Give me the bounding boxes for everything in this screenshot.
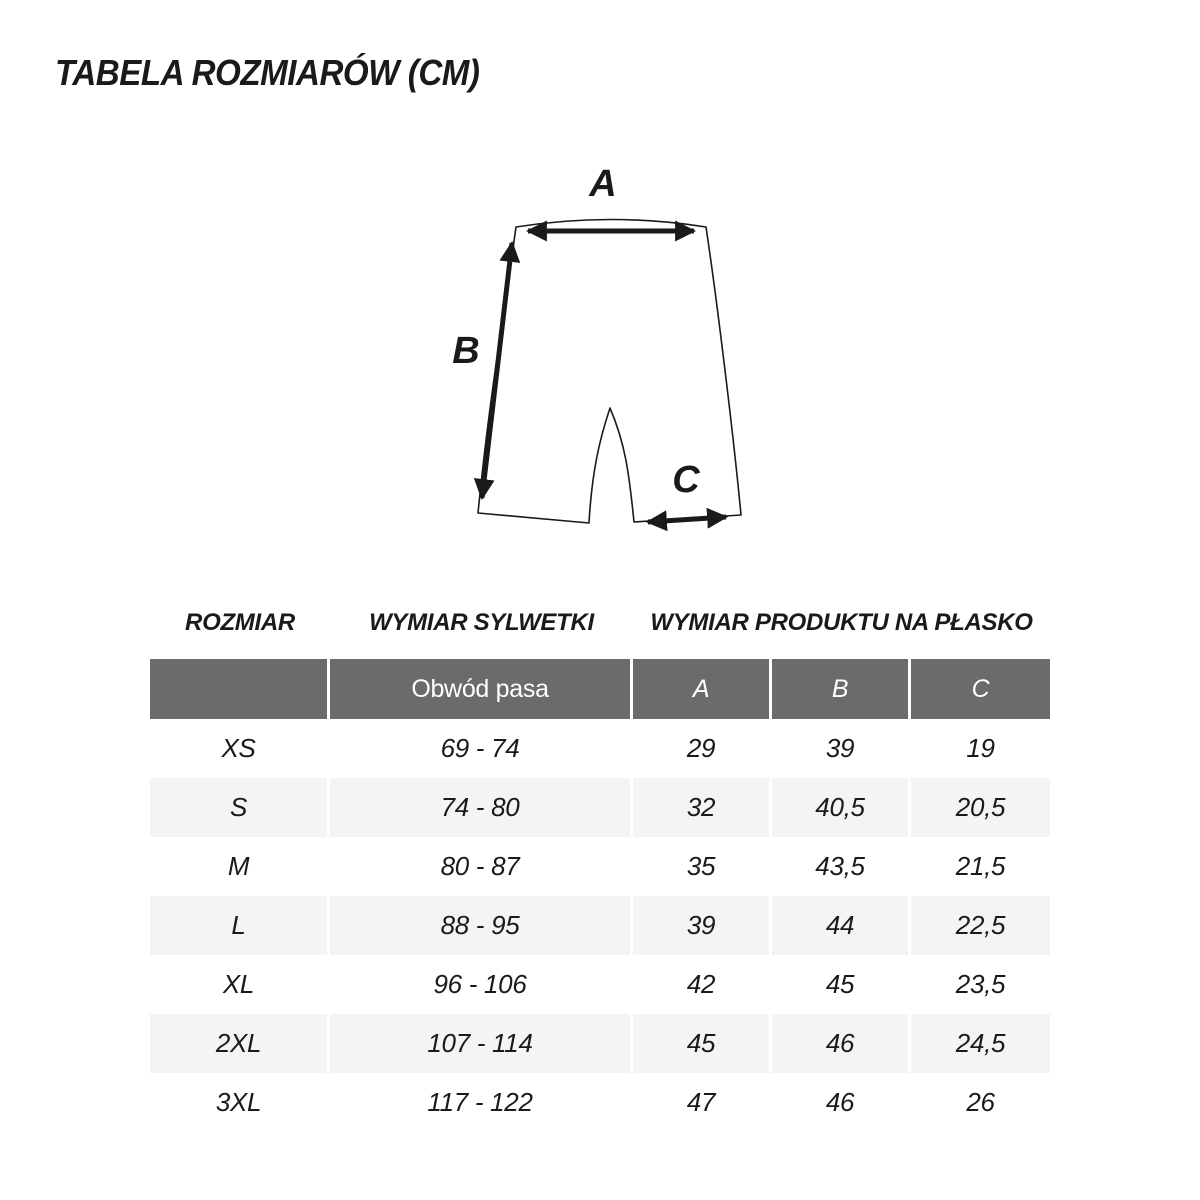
- cell-c: 23,5: [955, 969, 1006, 999]
- cell-a: 39: [633, 896, 769, 955]
- cell-waist: 88 - 95: [330, 896, 630, 955]
- column-group-wymiar-produktu: WYMIAR PRODUKTU NA PŁASKO: [650, 609, 1033, 636]
- header-cell-a: A: [633, 659, 769, 719]
- cell-b: 40,5: [772, 778, 908, 837]
- cell-a: 47: [686, 1087, 716, 1117]
- column-group-wymiar-sylwetki: WYMIAR SYLWETKI: [369, 609, 594, 636]
- cell-waist: 107 - 114: [330, 1014, 630, 1073]
- cell-a: 29: [686, 733, 716, 763]
- cell-waist: 117 - 122: [427, 1087, 533, 1117]
- cell-waist: 69 - 74: [440, 733, 520, 763]
- cell-a: 45: [633, 1014, 769, 1073]
- cell-size: XL: [222, 969, 255, 999]
- cell-waist: 80 - 87: [440, 851, 520, 881]
- cell-waist: 74 - 80: [330, 778, 630, 837]
- measure-label-a: A: [589, 163, 617, 205]
- cell-size: M: [227, 851, 250, 881]
- cell-c: 26: [966, 1087, 995, 1117]
- cell-a: 42: [686, 969, 716, 999]
- header-cell-c: C: [911, 659, 1050, 719]
- cell-b: 44: [772, 896, 908, 955]
- cell-c: 24,5: [911, 1014, 1050, 1073]
- size-table-grid: [150, 659, 1050, 1132]
- cell-b: 45: [825, 969, 855, 999]
- page-title: TABELA ROZMIARÓW (CM): [55, 52, 480, 93]
- header-cell-b: B: [772, 659, 908, 719]
- size-table: [150, 606, 1050, 1132]
- cell-waist: 96 - 106: [433, 969, 527, 999]
- cell-c: 22,5: [911, 896, 1050, 955]
- measure-label-c: C: [672, 459, 700, 501]
- cell-size: L: [150, 896, 327, 955]
- cell-a: 32: [633, 778, 769, 837]
- cell-c: 21,5: [955, 851, 1006, 881]
- measure-label-b: B: [452, 330, 480, 372]
- cell-size: 3XL: [215, 1087, 262, 1117]
- column-group-rozmiar: ROZMIAR: [185, 609, 295, 636]
- table-group-headers: [150, 606, 1050, 659]
- cell-c: 19: [966, 733, 995, 763]
- cell-size: 2XL: [150, 1014, 327, 1073]
- cell-b: 46: [825, 1087, 855, 1117]
- measure-arrow-c: [648, 517, 726, 522]
- header-cell-waist: Obwód pasa: [330, 659, 630, 719]
- cell-c: 20,5: [911, 778, 1050, 837]
- header-cell-size: [150, 659, 327, 719]
- cell-b: 43,5: [815, 851, 865, 881]
- cell-size: XS: [221, 733, 256, 763]
- cell-size: S: [150, 778, 327, 837]
- measure-arrow-b: [482, 243, 512, 498]
- cell-a: 35: [686, 851, 716, 881]
- cell-b: 46: [772, 1014, 908, 1073]
- cell-b: 39: [825, 733, 855, 763]
- shorts-outline: [478, 220, 741, 524]
